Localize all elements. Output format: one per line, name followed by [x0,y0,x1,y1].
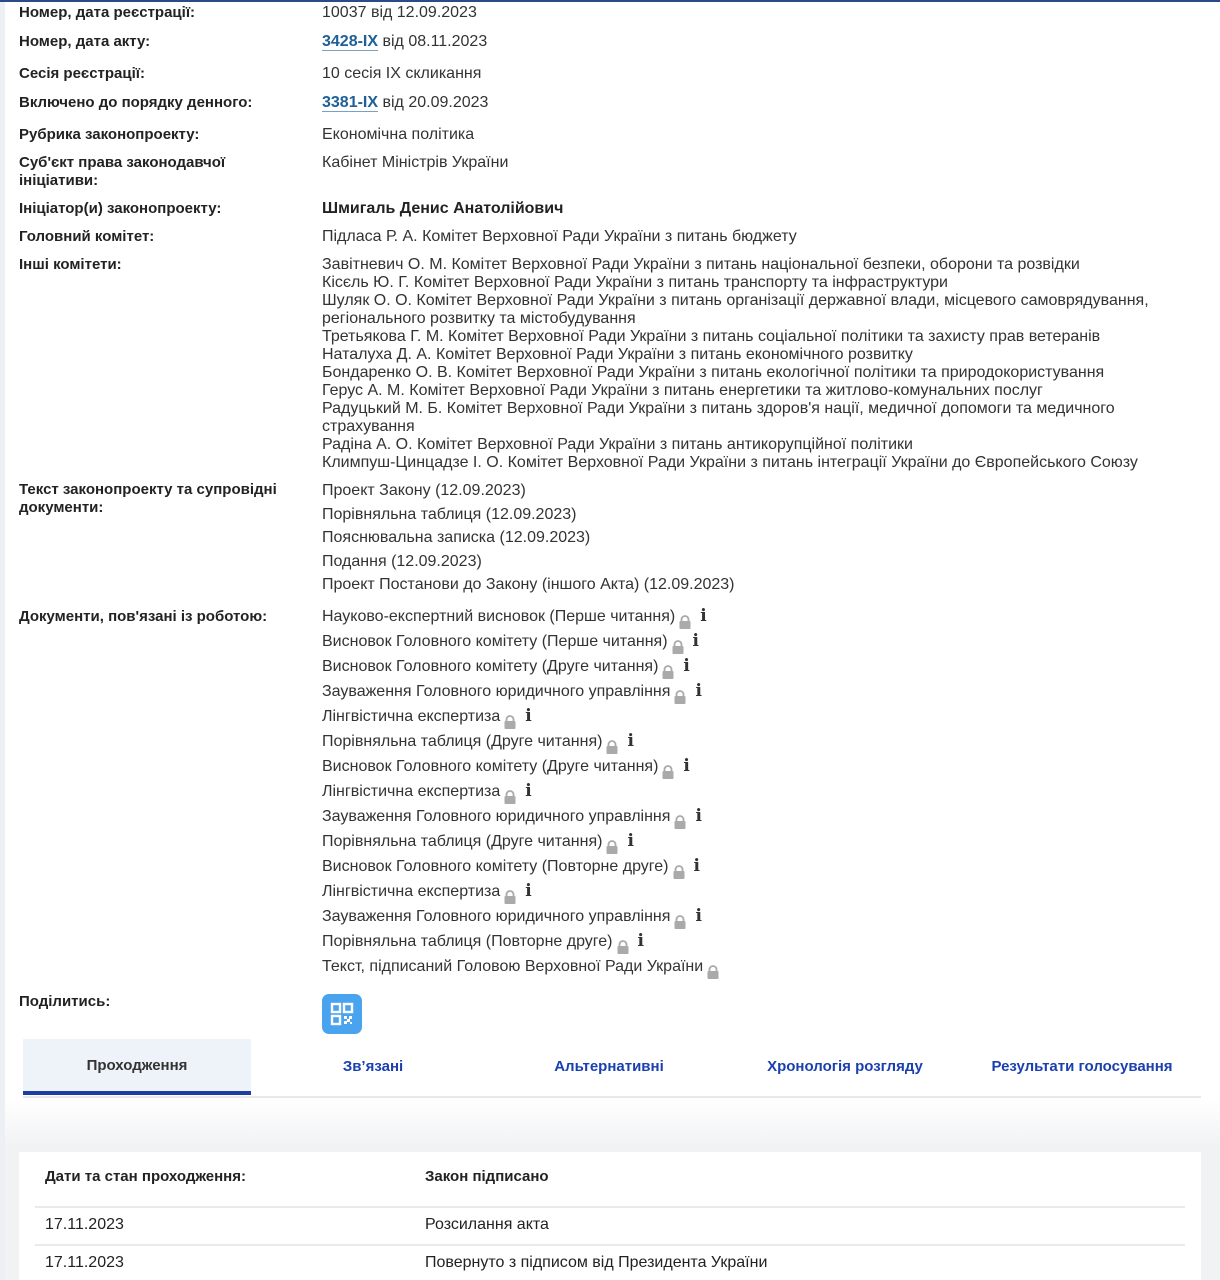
committee-item: Кісєль Ю. Г. Комітет Верховної Ради України з питань транспорту та інфраструктури [322,274,948,291]
field-label: Сесія реєстрації: [19,65,145,82]
committee-item: Шуляк О. О. Комітет Верховної Ради України з питань організації державної влади, місцевого самоврядування, регіонального розвитку та містобудування [322,292,1149,327]
work-doc-title[interactable]: Науково-експертний висновок (Перше читання) [322,608,676,625]
committee-item: Радуцький М. Б. Комітет Верховної Ради України з питань здоров'я нації, медичної допомоги та медичного страхування [322,400,1115,435]
lock-icon [605,837,619,851]
row-event: Повернуто з підписом від Президента України [425,1254,768,1271]
committee-item: Бондаренко О. В. Комітет Верховної Ради України з питань екологічної політики та природокористування [322,364,1105,381]
info-icon[interactable]: i [525,706,532,726]
work-doc-item [322,729,1202,754]
tab-passage[interactable]: Проходження [23,1039,251,1095]
passage-table [19,1152,1201,1280]
work-doc-title[interactable]: Порівняльна таблиця (Друге читання) [322,733,603,750]
work-doc-title[interactable]: Текст, підписаний Головою Верховної Ради України [322,958,704,975]
work-doc-title[interactable]: Зауваження Головного юридичного управління [322,808,671,825]
work-doc-title[interactable]: Висновок Головного комітету (Повторне друге) [322,858,669,875]
field-value: Економічна політика [322,126,475,143]
committee-list [322,256,1202,472]
tab-bar [23,1039,1201,1098]
info-icon[interactable]: i [683,756,690,776]
info-icon[interactable]: i [627,831,634,851]
field-label: Суб'єкт права законодавчої ініціативи: [19,154,226,189]
divider [35,1206,1185,1208]
committee-item: Завітневич О. М. Комітет Верховної Ради України з питань національної безпеки, оборони та розвідки [322,256,1080,273]
act-link[interactable]: 3428-IX [322,33,379,50]
committee-item: Климпуш-Цинцадзе І. О. Комітет Верховної Ради України з питань інтеграції України до Європейського Союзу [322,454,1138,471]
lock-icon [503,712,517,726]
lock-icon [706,962,720,976]
work-doc-title[interactable]: Порівняльна таблиця (Друге читання) [322,833,603,850]
act-date: від 08.11.2023 [378,33,488,50]
committee-item: Герус А. М. Комітет Верховної Ради України з питань енергетики та житлово-комунальних послуг [322,382,1043,399]
info-icon[interactable]: i [525,881,532,901]
qr-code-button[interactable] [322,994,362,1034]
field-label: Номер, дата акту: [19,33,151,50]
lock-icon [616,937,630,951]
work-docs-list [322,604,1202,979]
info-icon[interactable]: i [700,606,707,626]
field-value: 10037 від 12.09.2023 [322,4,477,21]
info-icon[interactable]: i [637,931,644,951]
committee-item: Радіна А. О. Комітет Верховної Ради України з питань антикорупційної політики [322,436,913,453]
info-icon[interactable]: i [525,781,532,801]
passage-label: Дати та стан проходження: [45,1168,246,1185]
work-doc-item [322,954,1202,979]
field-label: Документи, пов'язані із роботою: [19,608,268,625]
lock-icon [673,912,687,926]
tab-chronology[interactable]: Хронологія розгляду [767,1058,923,1075]
tab-related[interactable]: Зв’язані [342,1058,404,1075]
work-doc-title[interactable]: Порівняльна таблиця (Повторне друге) [322,933,613,950]
lock-icon [605,737,619,751]
passage-status: Закон підписано [425,1168,549,1185]
work-doc-item [322,654,1202,679]
work-doc-item [322,929,1202,954]
lock-icon [673,687,687,701]
agenda-date: від 20.09.2023 [378,94,489,111]
work-doc-item [322,879,1202,904]
lock-icon [503,787,517,801]
info-icon[interactable]: i [695,806,702,826]
row-event: Розсилання акта [425,1216,549,1233]
work-doc-title[interactable]: Висновок Головного комітету (Друге читання) [322,758,659,775]
field-label: Поділитись: [19,993,111,1010]
field-value: Підласа Р. А. Комітет Верховної Ради України з питань бюджету [322,228,797,245]
text-doc-link[interactable]: Подання (12.09.2023) [322,552,482,570]
qr-code-icon [330,1002,354,1026]
committee-item: Наталуха Д. А. Комітет Верховної Ради України з питань економічного розвитку [322,346,913,363]
lock-icon [503,887,517,901]
info-icon[interactable]: i [683,656,690,676]
field-label: Включено до порядку денного: [19,94,253,111]
text-doc-link[interactable]: Пояснювальна записка (12.09.2023) [322,529,591,546]
info-icon[interactable]: i [695,681,702,701]
info-icon[interactable]: i [692,631,699,651]
lock-icon [673,812,687,826]
work-doc-title[interactable]: Зауваження Головного юридичного управління [322,908,671,925]
tab-voting-results[interactable]: Результати голосування [991,1058,1173,1075]
lock-icon [661,762,675,776]
work-doc-item [322,704,1202,729]
work-doc-item [322,804,1202,829]
text-doc-link[interactable]: Проект Закону (12.09.2023) [322,482,526,499]
field-value: Кабінет Міністрів України [322,154,509,171]
lock-icon [661,662,675,676]
work-doc-title[interactable]: Висновок Головного комітету (Друге читання) [322,658,659,675]
committee-item: Третьякова Г. М. Комітет Верховної Ради України з питань соціальної політики та захисту прав ветеранів [322,328,1101,345]
top-border [0,0,1220,2]
work-doc-item [322,904,1202,929]
lock-icon [671,637,685,651]
work-doc-title[interactable]: Лінгвістична експертиза [322,708,501,725]
work-doc-title[interactable]: Зауваження Головного юридичного управління [322,683,671,700]
info-icon[interactable]: i [693,856,700,876]
field-label: Текст законопроекту та супровідні документи: [19,481,277,516]
work-doc-title[interactable]: Лінгвістична експертиза [322,883,501,900]
work-doc-title[interactable]: Лінгвістична експертиза [322,783,501,800]
work-doc-item [322,829,1202,854]
work-doc-title[interactable]: Висновок Головного комітету (Перше читання) [322,633,668,650]
divider [35,1244,1185,1246]
row-date: 17.11.2023 [45,1216,124,1233]
info-icon[interactable]: i [695,906,702,926]
work-doc-item [322,754,1202,779]
work-doc-item [322,779,1202,804]
row-date: 17.11.2023 [45,1254,124,1271]
left-border [0,0,5,1280]
text-docs-list [322,479,1202,597]
text-doc-link[interactable]: Порівняльна таблиця (12.09.2023) [322,505,577,523]
text-doc-link[interactable]: Проект Постанови до Закону (іншого Акта) (12.09.2023) [322,576,735,593]
field-label: Ініціатор(и) законопроекту: [19,200,222,217]
work-doc-item [322,679,1202,704]
work-doc-item [322,604,1202,629]
agenda-link[interactable]: 3381-IX [322,94,379,111]
lock-icon [672,862,686,876]
info-icon[interactable]: i [627,731,634,751]
work-doc-item [322,854,1202,879]
field-value: Шмигаль Денис Анатолійович [322,200,564,217]
field-label: Інші комітети: [19,256,122,273]
field-label: Головний комітет: [19,228,155,245]
field-value: 10 сесія IX скликання [322,65,482,82]
work-doc-item [322,629,1202,654]
tab-alternative[interactable]: Альтернативні [554,1058,664,1075]
field-label: Рубрика законопроекту: [19,126,200,143]
field-label: Номер, дата реєстрації: [19,4,196,21]
lock-icon [678,612,692,626]
